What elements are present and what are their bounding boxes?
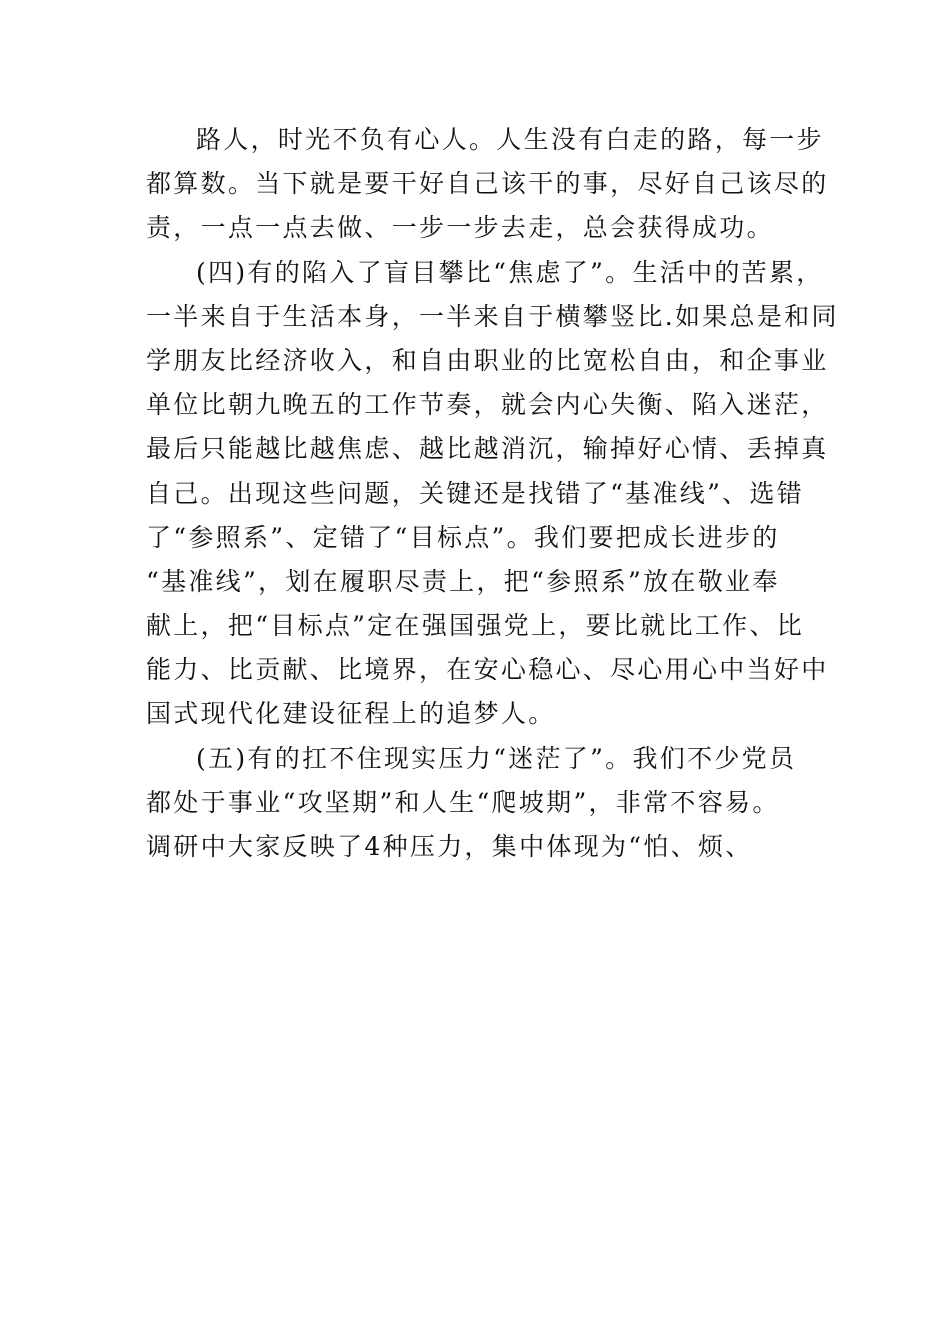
- text-line: 一半来自于生活本身，一半来自于横攀竖比.如果总是和同: [146, 301, 839, 331]
- text-line: 调研中大家反映了4种压力，集中体现为“怕、烦、: [146, 832, 753, 861]
- paragraph-five-heading-line: (五)有的扛不住现实压力“迷茫了”。我们不少党员: [196, 743, 797, 773]
- text-line: 了“参照系”、定错了“目标点”。我们要把成长进步的: [146, 522, 780, 552]
- text-line: 最后只能越比越焦虑、越比越消沉，输掉好心情、丢掉真: [146, 434, 829, 464]
- text-line: 责，一点一点去做、一步一步去走，总会获得成功。: [146, 213, 774, 243]
- text-line: 学朋友比经济收入，和自由职业的比宽松自由，和企事业: [146, 345, 829, 375]
- text-line: 能力、比贡献、比境界，在安心稳心、尽心用心中当好中: [146, 655, 829, 685]
- body-text: [146, 118, 839, 869]
- text-line: 都处于事业“攻坚期”和人生“爬坡期”，非常不容易。: [146, 787, 780, 817]
- text-line: 路人，时光不负有心人。人生没有白走的路，每一步: [196, 125, 824, 154]
- text-line: “基准线”，划在履职尽责上，把“参照系”放在敬业奉: [146, 566, 780, 596]
- text-line: 国式现代化建设征程上的追梦人。: [146, 699, 556, 729]
- paragraph-four-heading-line: (四)有的陷入了盲目攀比“焦虑了”。生活中的苦累，: [196, 257, 824, 287]
- text-line: 都算数。当下就是要干好自己该干的事，尽好自己该尽的: [146, 169, 829, 199]
- text-line: 单位比朝九晚五的工作节奏，就会内心失衡、陷入迷茫，: [146, 390, 829, 420]
- text-line: 自己。出现这些问题，关键还是找错了“基准线”、选错: [146, 478, 805, 508]
- text-line: 献上，把“目标点”定在强国强党上，要比就比工作、比: [146, 611, 805, 641]
